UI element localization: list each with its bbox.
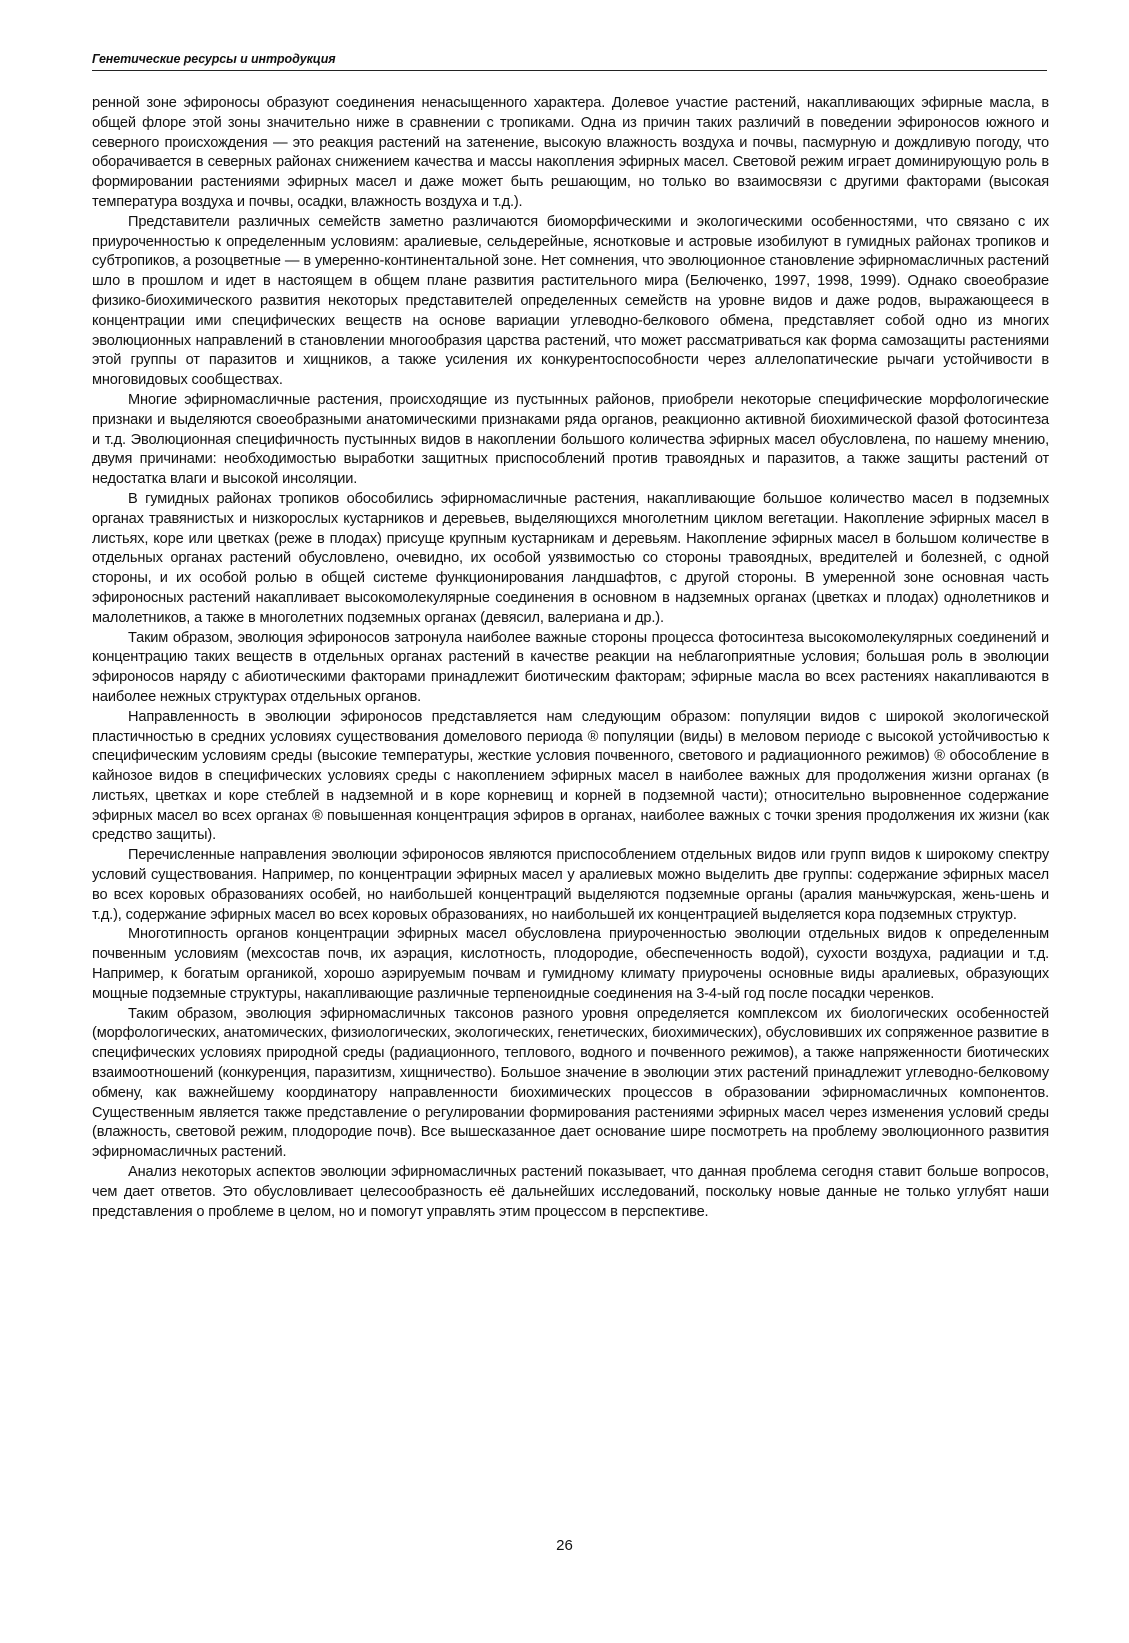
- running-header: [92, 50, 1047, 71]
- paragraph: Многотипность органов концентрации эфирных масел обусловлена приуроченностью эволюции отдельных видов к определенным почвенным условиям (мехсостав почв, их аэрация, кислотность, плодородие, обеспеченность водой), сухости воздуха, радиации и т.д. Например, к богатым органикой, хорошо аэрируемым почвам и гумидному климату приурочены основные виды аралиевых, образующих мощные подземные структуры, накапливающие различные терпеноидные соединения на 3-4-ый год после посадки черенков.: [92, 926, 1049, 1002]
- paragraph: Перечисленные направления эволюции эфироносов являются приспособлением отдельных видов или групп видов к широкому спектру условий существования. Например, по концентрации эфирных масел у аралиевых можно выделить две группы: содержание эфирных масел во всех коровых образованиях особей, но наибольшей концентраций выделяются подземные органы (аралия маньчжурская, жень-шень и т.д.), содержание эфирных масел во всех коровых образованиях, но наибольшей их концентрацией выделяется кора подземных структур.: [92, 847, 1049, 923]
- paragraph: В гумидных районах тропиков обособились эфирномасличные растения, накапливающие большое количество масел в подземных органах травянистых и низкорослых кустарников и деревьев, выделяющихся многолетним циклом вегетации. Накопление эфирных масел в листьях, коре или цветках (реже в плодах) присуще крупным кустарникам и деревьям. Накопление эфирных масел в большом количестве в отдельных органах растений обусловлено, очевидно, их особой уязвимостью со стороны травоядных, вредителей и болезней, с одной стороны, и их особой ролью в общей системе функционирования ландшафтов, с другой стороны. В умеренной зоне основная часть эфироносных растений накапливает высокомолекулярные соединения в основном в надземных органах (цветках и плодах) однолетников и малолетников, а также в многолетних подземных органах (девясил, валериана и др.).: [92, 490, 1049, 626]
- body-text: [92, 94, 1049, 1222]
- paragraph: Таким образом, эволюция эфироносов затронула наиболее важные стороны процесса фотосинтеза высокомолекулярных соединений и концентрацию таких веществ в отдельных органах растений в качестве реакции на неблагоприятные условия; большая роль в эволюции эфироносов наряду с абиотическими факторами принадлежит биотическим факторам; эфирные масла во всех растениях накапливаются в наиболее нежных структурах отдельных органов.: [92, 629, 1049, 705]
- paragraph: Многие эфирномасличные растения, происходящие из пустынных районов, приобрели некоторые специфические морфологические признаки и выделяются своеобразными анатомическими признаками ряда органов, реакционно активной биохимической фазой фотосинтеза и т.д. Эволюционная специфичность пустынных видов в накоплении большого количества эфирных масел обусловлена, по нашему мнению, двумя причинами: необходимостью выработки защитных приспособлений против травоядных и паразитов, а также защиты растений от недостатка влаги и высокой инсоляции.: [92, 391, 1049, 488]
- paragraph: Представители различных семейств заметно различаются биоморфическими и экологическими особенностями, что связано с их приуроченностью к определенным условиям: аралиевые, сельдерейные, яснотковые и астровые изобилуют в гумидных районах тропиков и субтропиков, а розоцветные — в умеренно-континентальной зоне. Нет сомнения, что эволюционное становление эфирномасличных растений шло в прошлом и идет в настоящем в общем плане развития растительного мира (Белюченко, 1997, 1998, 1999). Однако своеобразие физико-биохимического развития некоторых представителей определенных семейств на уровне видов и даже родов, выражающееся в концентрации ими специфических веществ на основе вариации углеводно-белкового обмена, представляет собой одно из многих эволюционных направлений в становлении многообразия царства растений, что может рассматриваться как форма самозащиты растениями этой группы от паразитов и хищников, а также усиления их конкурентоспособности через аллелопатические рычаги устойчивости в многовидовых сообществах.: [92, 213, 1049, 389]
- paragraph: ренной зоне эфироносы образуют соединения ненасыщенного характера. Долевое участие растений, накапливающих эфирные масла, в общей флоре этой зоны значительно ниже в сравнении с тропиками. Одна из причин таких различий в поведении эфироносов южного и северного происхождения — это реакция растений на затенение, высокую влажность воздуха и почвы, пасмурную и дождливую погоду, что оборачивается в северных районах снижением качества и массы накопления эфирных масел. Световой режим играет доминирующую роль в формировании растениями эфирных масел и даже может быть решающим, но только во взаимосвязи с другими факторами (высокая температура воздуха и почвы, осадки, влажность воздуха и т.д.).: [92, 95, 1049, 210]
- paragraph: Направленность в эволюции эфироносов представляется нам следующим образом: популяции видов с широкой экологической пластичностью в средних условиях существования домелового периода ® популяции (виды) в меловом периоде с высокой устойчивостью к специфическим условиям среды (высокие температуры, жесткие условия почвенного, светового и радиационного режимов) ® обособление в кайнозое видов в специфических условиях среды с накоплением эфирных масел в наиболее важных для продолжения жизни органах (в листьях, цветках и коре стеблей в надземной и в коре корневищ и корней в подземной части); относительно выровненное содержание эфирных масел во всех органах ® повышенная концентрация эфиров в органах, наиболее важных с точки зрения продолжения их жизни (как средство защиты).: [92, 708, 1049, 844]
- running-title: Генетические ресурсы и интродукция: [92, 52, 336, 66]
- paragraph: Анализ некоторых аспектов эволюции эфирномасличных растений показывает, что данная проблема сегодня ставит больше вопросов, чем дает ответов. Это обусловливает целесообразность её дальнейших исследований, поскольку новые данные не только углубят наши представления о проблеме в целом, но и помогут управлять этим процессом в перспективе.: [92, 1164, 1049, 1220]
- paragraph: Таким образом, эволюция эфирномасличных таксонов разного уровня определяется комплексом их биологических особенностей (морфологических, анатомических, физиологических, экологических, генетических, биохимических), обусловивших их сопряженное развитие в специфических условиях природной среды (радиационного, теплового, водного и почвенного режимов), а также напряженности биотических взаимоотношений (конкуренция, паразитизм, хищничество). Большое значение в эволюции этих растений принадлежит углеводно-белковому обмену, как важнейшему координатору направленности биохимических процессов в образовании эфирномасличных компонентов. Существенным является также представление о регулировании формирования растениями эфирных масел через изменения условий среды (влажность, световой режим, плодородие почв). Все вышесказанное дает основание шире посмотреть на проблему эволюционного развития эфирномасличных растений.: [92, 1005, 1049, 1161]
- page-number: 26: [556, 1537, 573, 1554]
